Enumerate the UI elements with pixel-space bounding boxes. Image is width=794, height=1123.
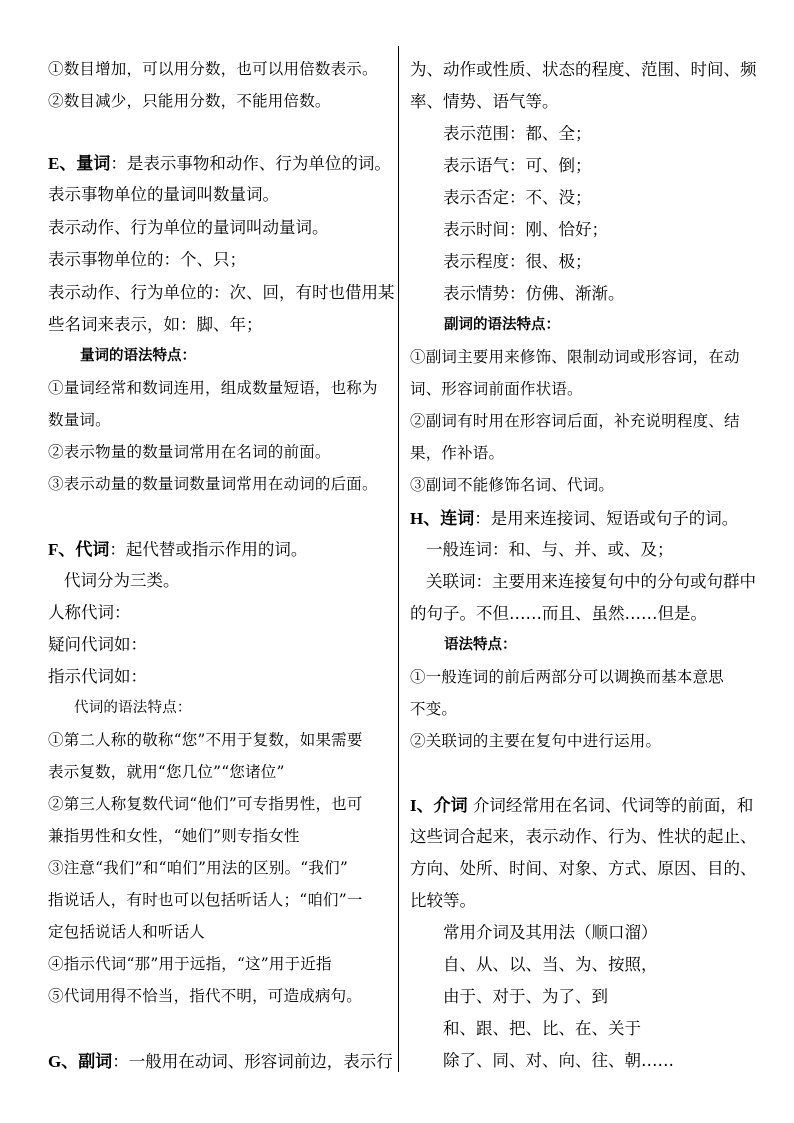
subheading: 语法特点： bbox=[444, 636, 517, 653]
text-line: ②表示物量的数量词常用在名词的前面。 bbox=[48, 443, 331, 461]
text-line: 不变。 bbox=[410, 700, 458, 718]
text-line: 词、形容词前面作状语。 bbox=[410, 380, 583, 398]
text-line: ②关联词的主要在复句中进行运用。 bbox=[410, 732, 662, 750]
text-line: 为、动作或性质、状态的程度、范围、时间、频 bbox=[410, 60, 757, 79]
text-line: 表示复数，就用“您几位”“您诸位” bbox=[48, 763, 285, 781]
text-line: ②副词有时用在形容词后面，补充说明程度、结 bbox=[410, 412, 740, 430]
text-line: ①第二人称的敬称“您”不用于复数，如果需要 bbox=[48, 731, 363, 749]
text-line: 由于、对于、为了、到 bbox=[443, 987, 608, 1006]
text-line: ①数目增加，可以用分数，也可以用倍数表示。 bbox=[48, 60, 378, 78]
text-line: 表示程度：很、极； bbox=[443, 252, 592, 271]
text-line: 表示范围：都、全； bbox=[443, 124, 592, 143]
text-line: 人称代词： bbox=[48, 603, 131, 622]
heading-label: H、连词 bbox=[410, 509, 475, 528]
text-line: ④指示代词“那”用于远指，“这”用于近指 bbox=[48, 955, 332, 973]
text-line: 指示代词如： bbox=[48, 667, 147, 686]
section-heading-i bbox=[410, 797, 753, 815]
text-line: 果，作补语。 bbox=[410, 444, 505, 462]
text-line: 表示情势：仿佛、渐渐。 bbox=[443, 284, 625, 303]
text-line: 方向、处所、时间、对象、方式、原因、目的、 bbox=[410, 859, 757, 878]
section-heading-f bbox=[48, 541, 307, 559]
heading-text: ：起代替或指示作用的词。 bbox=[109, 540, 308, 559]
text-line: ②第三人称复数代词“他们”可专指男性，也可 bbox=[48, 795, 363, 813]
text-line: 代词分为三类。 bbox=[64, 571, 180, 590]
text-line: 一般连词：和、与、并、或、及； bbox=[426, 540, 674, 559]
heading-label: F、代词 bbox=[48, 540, 110, 559]
text-line: 数量词。 bbox=[48, 411, 111, 429]
subheading: 代词的语法特点： bbox=[74, 700, 192, 716]
text-line: 表示语气：可、倒； bbox=[443, 156, 592, 175]
text-line: 表示动作、行为单位的量词叫动量词。 bbox=[48, 218, 329, 237]
text-line: 比较等。 bbox=[410, 891, 476, 910]
text-line: ③副词不能修饰名词、代词。 bbox=[410, 476, 615, 494]
text-line: 表示否定：不、没； bbox=[443, 188, 592, 207]
heading-text: ：是表示事物和动作、行为单位的词。 bbox=[110, 154, 391, 173]
text-line: ⑤代词用得不恰当，指代不明，可造成病句。 bbox=[48, 987, 363, 1005]
text-line: 表示事物单位的量词叫数量词。 bbox=[48, 185, 279, 204]
text-line: 指说话人，有时也可以包括听话人；“咱们”一 bbox=[48, 891, 363, 909]
text-line: ①一般连词的前后两部分可以调换而基本意思 bbox=[410, 668, 725, 686]
heading-text: ：一般用在动词、形容词前边，表示行 bbox=[112, 1052, 393, 1071]
section-heading-h bbox=[410, 510, 738, 528]
text-line: 兼指男性和女性，“她们”则专指女性 bbox=[48, 827, 300, 845]
subheading: 量词的语法特点： bbox=[80, 347, 196, 364]
text-line: 表示时间：刚、恰好； bbox=[443, 220, 608, 239]
subheading: 副词的语法特点： bbox=[444, 316, 560, 333]
heading-text: 介词经常用在名词、代词等的前面，和 bbox=[467, 796, 754, 815]
text-line: 常用介词及其用法（顺口溜） bbox=[443, 923, 658, 942]
text-line: ②数目减少，只能用分数，不能用倍数。 bbox=[48, 92, 331, 110]
heading-label: I、介词 bbox=[410, 796, 468, 815]
heading-text: ：是用来连接词、短语或句子的词。 bbox=[474, 509, 739, 528]
text-line: 表示动作、行为单位的：次、回，有时也借用某 bbox=[48, 283, 395, 302]
text-line: 和、跟、把、比、在、关于 bbox=[443, 1019, 641, 1038]
section-heading-g bbox=[48, 1053, 393, 1071]
column-divider bbox=[398, 46, 399, 1072]
heading-label: G、副词 bbox=[48, 1052, 113, 1071]
text-line: 率、情势、语气等。 bbox=[410, 92, 559, 111]
text-line: 些名词来表示，如：脚、年； bbox=[48, 315, 263, 334]
text-line: ①副词主要用来修饰、限制动词或形容词，在动 bbox=[410, 348, 740, 366]
heading-label: E、量词 bbox=[48, 154, 111, 173]
text-line: 的句子。不但……而且、虽然……但是。 bbox=[410, 604, 707, 623]
text-line: 表示事物单位的：个、只； bbox=[48, 250, 246, 269]
text-line: 关联词：主要用来连接复句中的分句或句群中 bbox=[426, 572, 756, 591]
text-line: ①量词经常和数词连用，组成数量短语，也称为 bbox=[48, 379, 378, 397]
text-line: ③表示动量的数量词数量词常用在动词的后面。 bbox=[48, 475, 378, 493]
text-line: 定包括说话人和听话人 bbox=[48, 923, 206, 941]
text-line: 这些词合起来，表示动作、行为、性状的起止、 bbox=[410, 827, 757, 846]
text-line: 疑问代词如： bbox=[48, 635, 147, 654]
text-line: 除了、同、对、向、往、朝…… bbox=[443, 1051, 674, 1070]
text-line: 自、从、以、当、为、按照， bbox=[443, 955, 658, 974]
section-heading-e bbox=[48, 155, 391, 173]
text-line: ③注意“我们”和“咱们”用法的区别。“我们” bbox=[48, 859, 348, 877]
